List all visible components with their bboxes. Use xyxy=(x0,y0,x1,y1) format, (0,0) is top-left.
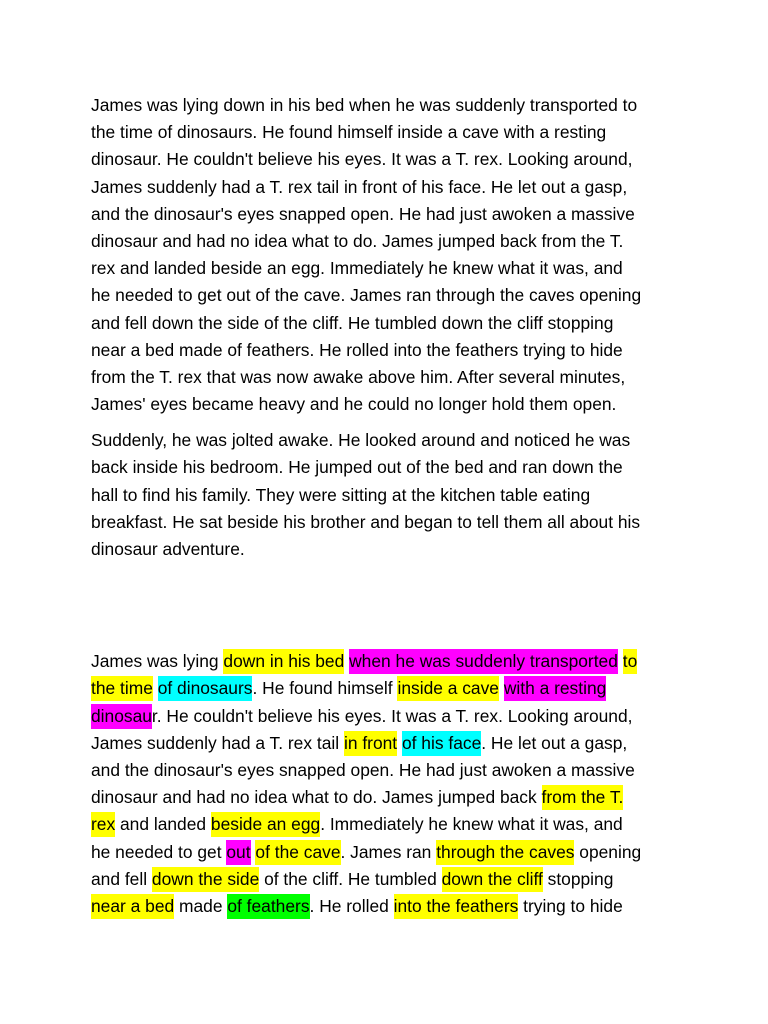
yellow-highlight: down in his bed xyxy=(223,649,344,674)
text-line: Suddenly, he was jolted awake. He looked around and noticed he was xyxy=(91,430,631,451)
plain-text: and landed xyxy=(115,814,211,835)
yellow-highlight: down the side xyxy=(152,867,259,892)
magenta-highlight: with a resting xyxy=(504,676,606,701)
highlighted-text-line xyxy=(91,730,681,757)
yellow-highlight: rex xyxy=(91,812,115,837)
highlighted-text-line xyxy=(91,839,681,866)
highlighted-text-line xyxy=(91,866,681,893)
yellow-highlight: in front xyxy=(344,731,397,756)
plain-text: James suddenly had a T. rex tail xyxy=(91,732,344,753)
text-line: dinosaur and had no idea what to do. James jumped back from the T. xyxy=(91,230,624,251)
yellow-highlight: inside a cave xyxy=(397,676,499,701)
plain-text: made xyxy=(174,895,228,916)
yellow-highlight: from the T. xyxy=(542,785,624,810)
story-paragraph-1 xyxy=(91,92,681,418)
plain-text: dinosaur and had no idea what to do. James jumped back xyxy=(91,787,542,808)
highlighted-text-line xyxy=(91,648,681,675)
text-line: and fell down the side of the cliff. He tumbled down the cliff stopping xyxy=(91,312,614,333)
highlighted-text-line xyxy=(91,811,681,838)
plain-text: . He let out a gasp, xyxy=(481,732,628,753)
text-line: the time of dinosaurs. He found himself inside a cave with a resting xyxy=(91,122,607,143)
plain-text: opening xyxy=(574,841,642,862)
text-line: dinosaur adventure. xyxy=(91,539,245,559)
plain-text: . He found himself xyxy=(252,678,398,699)
plain-text: . James ran xyxy=(340,841,437,862)
highlighted-text-line xyxy=(91,893,681,920)
yellow-highlight: into the feathers xyxy=(394,894,519,919)
magenta-highlight: dinosau xyxy=(91,704,152,729)
text-line: James' eyes became heavy and he could no longer hold them open. xyxy=(91,394,617,415)
text-line: rex and landed beside an egg. Immediately he knew what it was, and xyxy=(91,258,623,279)
text-line: James suddenly had a T. rex tail in front of his face. He let out a gasp, xyxy=(91,176,628,197)
highlighted-paragraph xyxy=(91,648,681,920)
plain-text: trying to hide xyxy=(518,895,623,916)
plain-text: of the cliff. He tumbled xyxy=(259,868,442,889)
plain-text: . He rolled xyxy=(309,895,394,916)
yellow-highlight: down the cliff xyxy=(442,867,543,892)
plain-text: James was lying xyxy=(91,651,224,672)
text-line: James was lying down in his bed when he was suddenly transported to xyxy=(91,95,638,115)
yellow-highlight: to xyxy=(623,649,638,674)
cyan-highlight: of dinosaurs xyxy=(158,676,253,701)
plain-text xyxy=(153,678,158,698)
text-line: back inside his bedroom. He jumped out of the bed and ran down the xyxy=(91,457,623,478)
plain-text: and fell xyxy=(91,868,152,889)
text-line: from the T. rex that was now awake above him. After several minutes, xyxy=(91,366,626,387)
story-paragraph-2 xyxy=(91,427,681,563)
section-gap xyxy=(91,563,681,648)
plain-text: . Immediately he knew what it was, and xyxy=(320,814,623,835)
yellow-highlight: beside an egg xyxy=(211,812,320,837)
green-highlight: of feathers xyxy=(227,894,309,919)
text-line: hall to find his family. They were sitting at the kitchen table eating xyxy=(91,484,591,505)
text-line: dinosaur. He couldn't believe his eyes. It was a T. rex. Looking around, xyxy=(91,149,633,170)
magenta-highlight: when he was suddenly transported xyxy=(349,649,618,674)
text-line: and the dinosaur's eyes snapped open. He had just awoken a massive xyxy=(91,203,635,224)
yellow-highlight: near a bed xyxy=(91,894,174,919)
yellow-highlight: the time xyxy=(91,676,153,701)
plain-text xyxy=(618,651,623,671)
highlighted-text-line xyxy=(91,675,681,702)
text-line: he needed to get out of the cave. James ran through the caves opening xyxy=(91,285,642,306)
highlighted-text-line xyxy=(91,784,681,811)
text-line: near a bed made of feathers. He rolled into the feathers trying to hide xyxy=(91,339,623,360)
magenta-highlight: out xyxy=(226,840,250,865)
plain-text: stopping xyxy=(542,868,614,889)
text-line: breakfast. He sat beside his brother and began to tell them all about his xyxy=(91,511,641,532)
plain-text: he needed to get xyxy=(91,841,227,862)
plain-text: and the dinosaur's eyes snapped open. He had just awoken a massive xyxy=(91,759,635,780)
cyan-highlight: of his face xyxy=(402,731,481,756)
plain-text: r. He couldn't believe his eyes. It was a T. rex. Looking around, xyxy=(151,705,633,726)
yellow-highlight: through the caves xyxy=(436,840,574,865)
highlighted-text-line xyxy=(91,757,681,784)
yellow-highlight: of the cave xyxy=(255,840,340,865)
document-page xyxy=(91,92,681,920)
highlighted-text-line xyxy=(91,703,681,730)
